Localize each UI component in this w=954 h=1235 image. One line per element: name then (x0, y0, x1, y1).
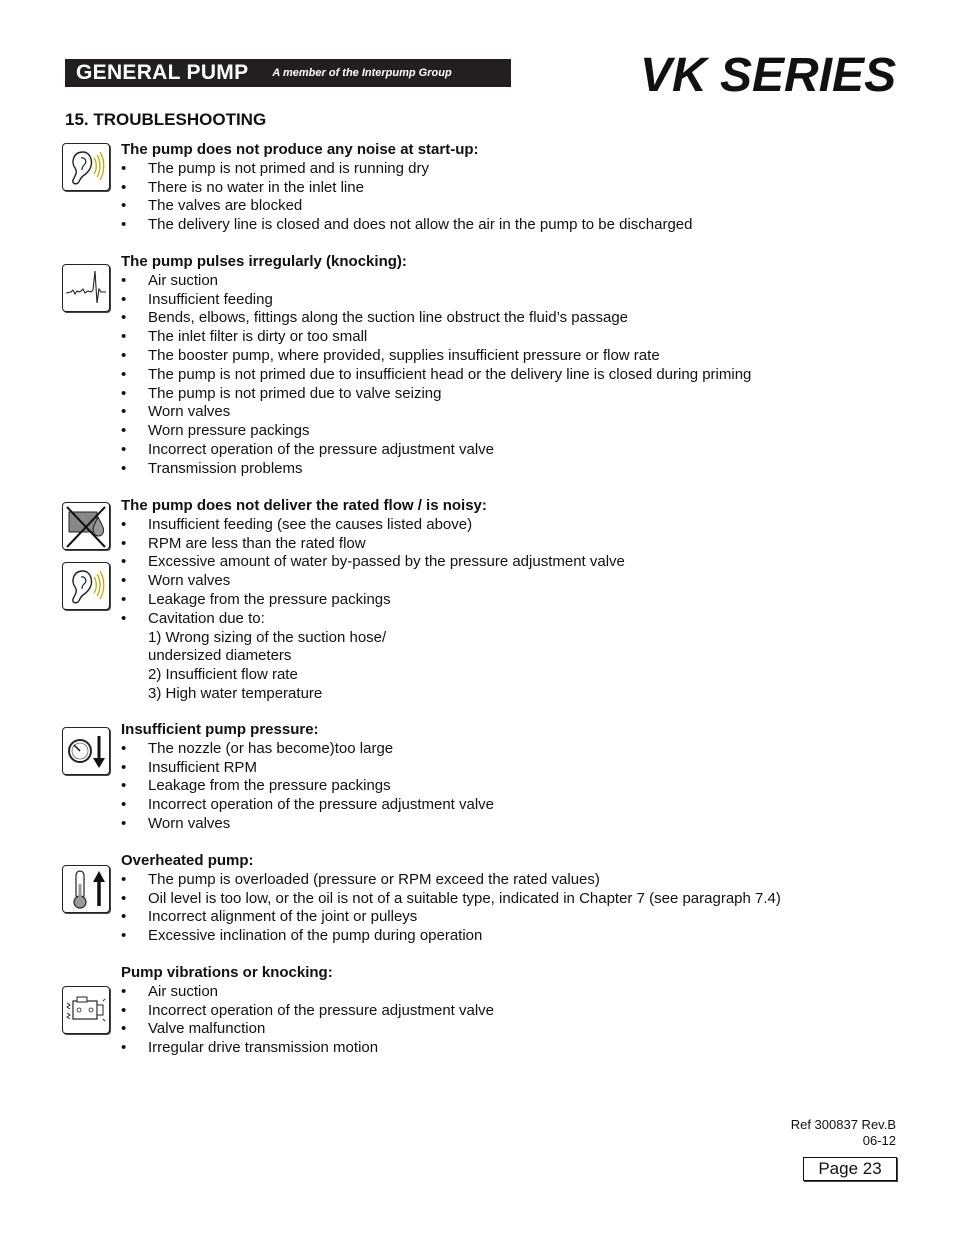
ear-noise-icon (62, 562, 110, 610)
pulse-waveform-icon (62, 264, 110, 312)
list-item: • RPM are less than the rated flow (121, 535, 881, 554)
list-item: • The pump is overloaded (pressure or RPM exceed the rated values) (121, 871, 881, 890)
list-item: • The pump is not primed due to insufficient head or the delivery line is closed during priming (121, 366, 881, 385)
list-item: • Worn valves (121, 815, 881, 834)
sub-list-item: 1) Wrong sizing of the suction hose/ (148, 628, 387, 646)
list-item: • Incorrect alignment of the joint or pulleys (121, 908, 881, 927)
list-item: • Cavitation due to: (121, 610, 881, 629)
list-item: • Bends, elbows, fittings along the suction line obstruct the fluid’s passage (121, 309, 881, 328)
list-item: • The booster pump, where provided, supplies insufficient pressure or flow rate (121, 347, 881, 366)
brand-name: GENERAL PUMP (76, 61, 249, 84)
list-item: • Incorrect operation of the pressure adjustment valve (121, 441, 881, 460)
series-title: VK SERIES (640, 49, 897, 102)
section-title: The pump does not produce any noise at start-up: (121, 141, 479, 158)
sub-list-item: 2) Insufficient flow rate (148, 666, 298, 684)
list-item: • The nozzle (or has become)too large (121, 740, 881, 759)
list-item: • Leakage from the pressure packings (121, 591, 881, 610)
list-item: • Valve malfunction (121, 1020, 881, 1039)
list-item: • Insufficient RPM (121, 759, 881, 778)
troubleshoot-pulses (121, 253, 881, 479)
troubleshoot-pressure (121, 721, 881, 834)
list-item: • Worn valves (121, 403, 881, 422)
troubleshoot-vibrations (121, 964, 881, 1058)
section-title: Insufficient pump pressure: (121, 721, 319, 738)
sub-list-item: 3) High water temperature (148, 684, 323, 702)
list-item: • Excessive amount of water by-passed by the pressure adjustment valve (121, 553, 881, 572)
list-item: • The delivery line is closed and does not allow the air in the pump to be discharged (121, 216, 881, 235)
ear-noise-icon (62, 143, 110, 191)
reference-number: Ref 300837 Rev.B (790, 1117, 896, 1132)
list-item: • The inlet filter is dirty or too small (121, 328, 881, 347)
list-item: • Transmission problems (121, 460, 881, 479)
list-item: • The pump is not primed and is running dry (121, 160, 881, 179)
list-item: • Insufficient feeding (121, 291, 881, 310)
pump-vibration-icon (62, 986, 110, 1034)
no-flow-icon (62, 502, 110, 550)
list-item: • Air suction (121, 272, 881, 291)
troubleshoot-overheated (121, 852, 881, 946)
section-title: The pump pulses irregularly (knocking): (121, 253, 407, 270)
list-item: • The valves are blocked (121, 197, 881, 216)
pressure-gauge-down-icon (62, 727, 110, 775)
list-item: • Excessive inclination of the pump during operation (121, 927, 881, 946)
list-item: • Irregular drive transmission motion (121, 1039, 881, 1058)
list-item: • Oil level is too low, or the oil is not of a suitable type, indicated in Chapter 7 (see paragraph 7.4) (121, 890, 881, 909)
troubleshoot-no-noise (121, 141, 881, 235)
list-item: • There is no water in the inlet line (121, 179, 881, 198)
brand-bar (65, 59, 511, 87)
list-item: • Air suction (121, 983, 881, 1002)
list-item: • Leakage from the pressure packings (121, 777, 881, 796)
list-item: • Worn pressure packings (121, 422, 881, 441)
page-number: Page 23 (803, 1157, 897, 1181)
brand-tagline: A member of the Interpump Group (272, 67, 452, 79)
section-title: Pump vibrations or knocking: (121, 964, 333, 981)
list-item: • Incorrect operation of the pressure adjustment valve (121, 796, 881, 815)
troubleshoot-rated-flow (121, 497, 881, 704)
list-item: • Incorrect operation of the pressure adjustment valve (121, 1002, 881, 1021)
list-item: • Insufficient feeding (see the causes listed above) (121, 516, 881, 535)
thermometer-up-icon (62, 865, 110, 913)
list-item: • The pump is not primed due to valve seizing (121, 385, 881, 404)
revision-date: 06-12 (862, 1133, 896, 1148)
sub-list-item: undersized diameters (148, 647, 292, 665)
list-item: • Worn valves (121, 572, 881, 591)
document-reference (791, 1117, 896, 1149)
section-heading: 15. TROUBLESHOOTING (65, 110, 267, 129)
section-title: Overheated pump: (121, 852, 254, 869)
section-title: The pump does not deliver the rated flow / is noisy: (121, 497, 487, 514)
